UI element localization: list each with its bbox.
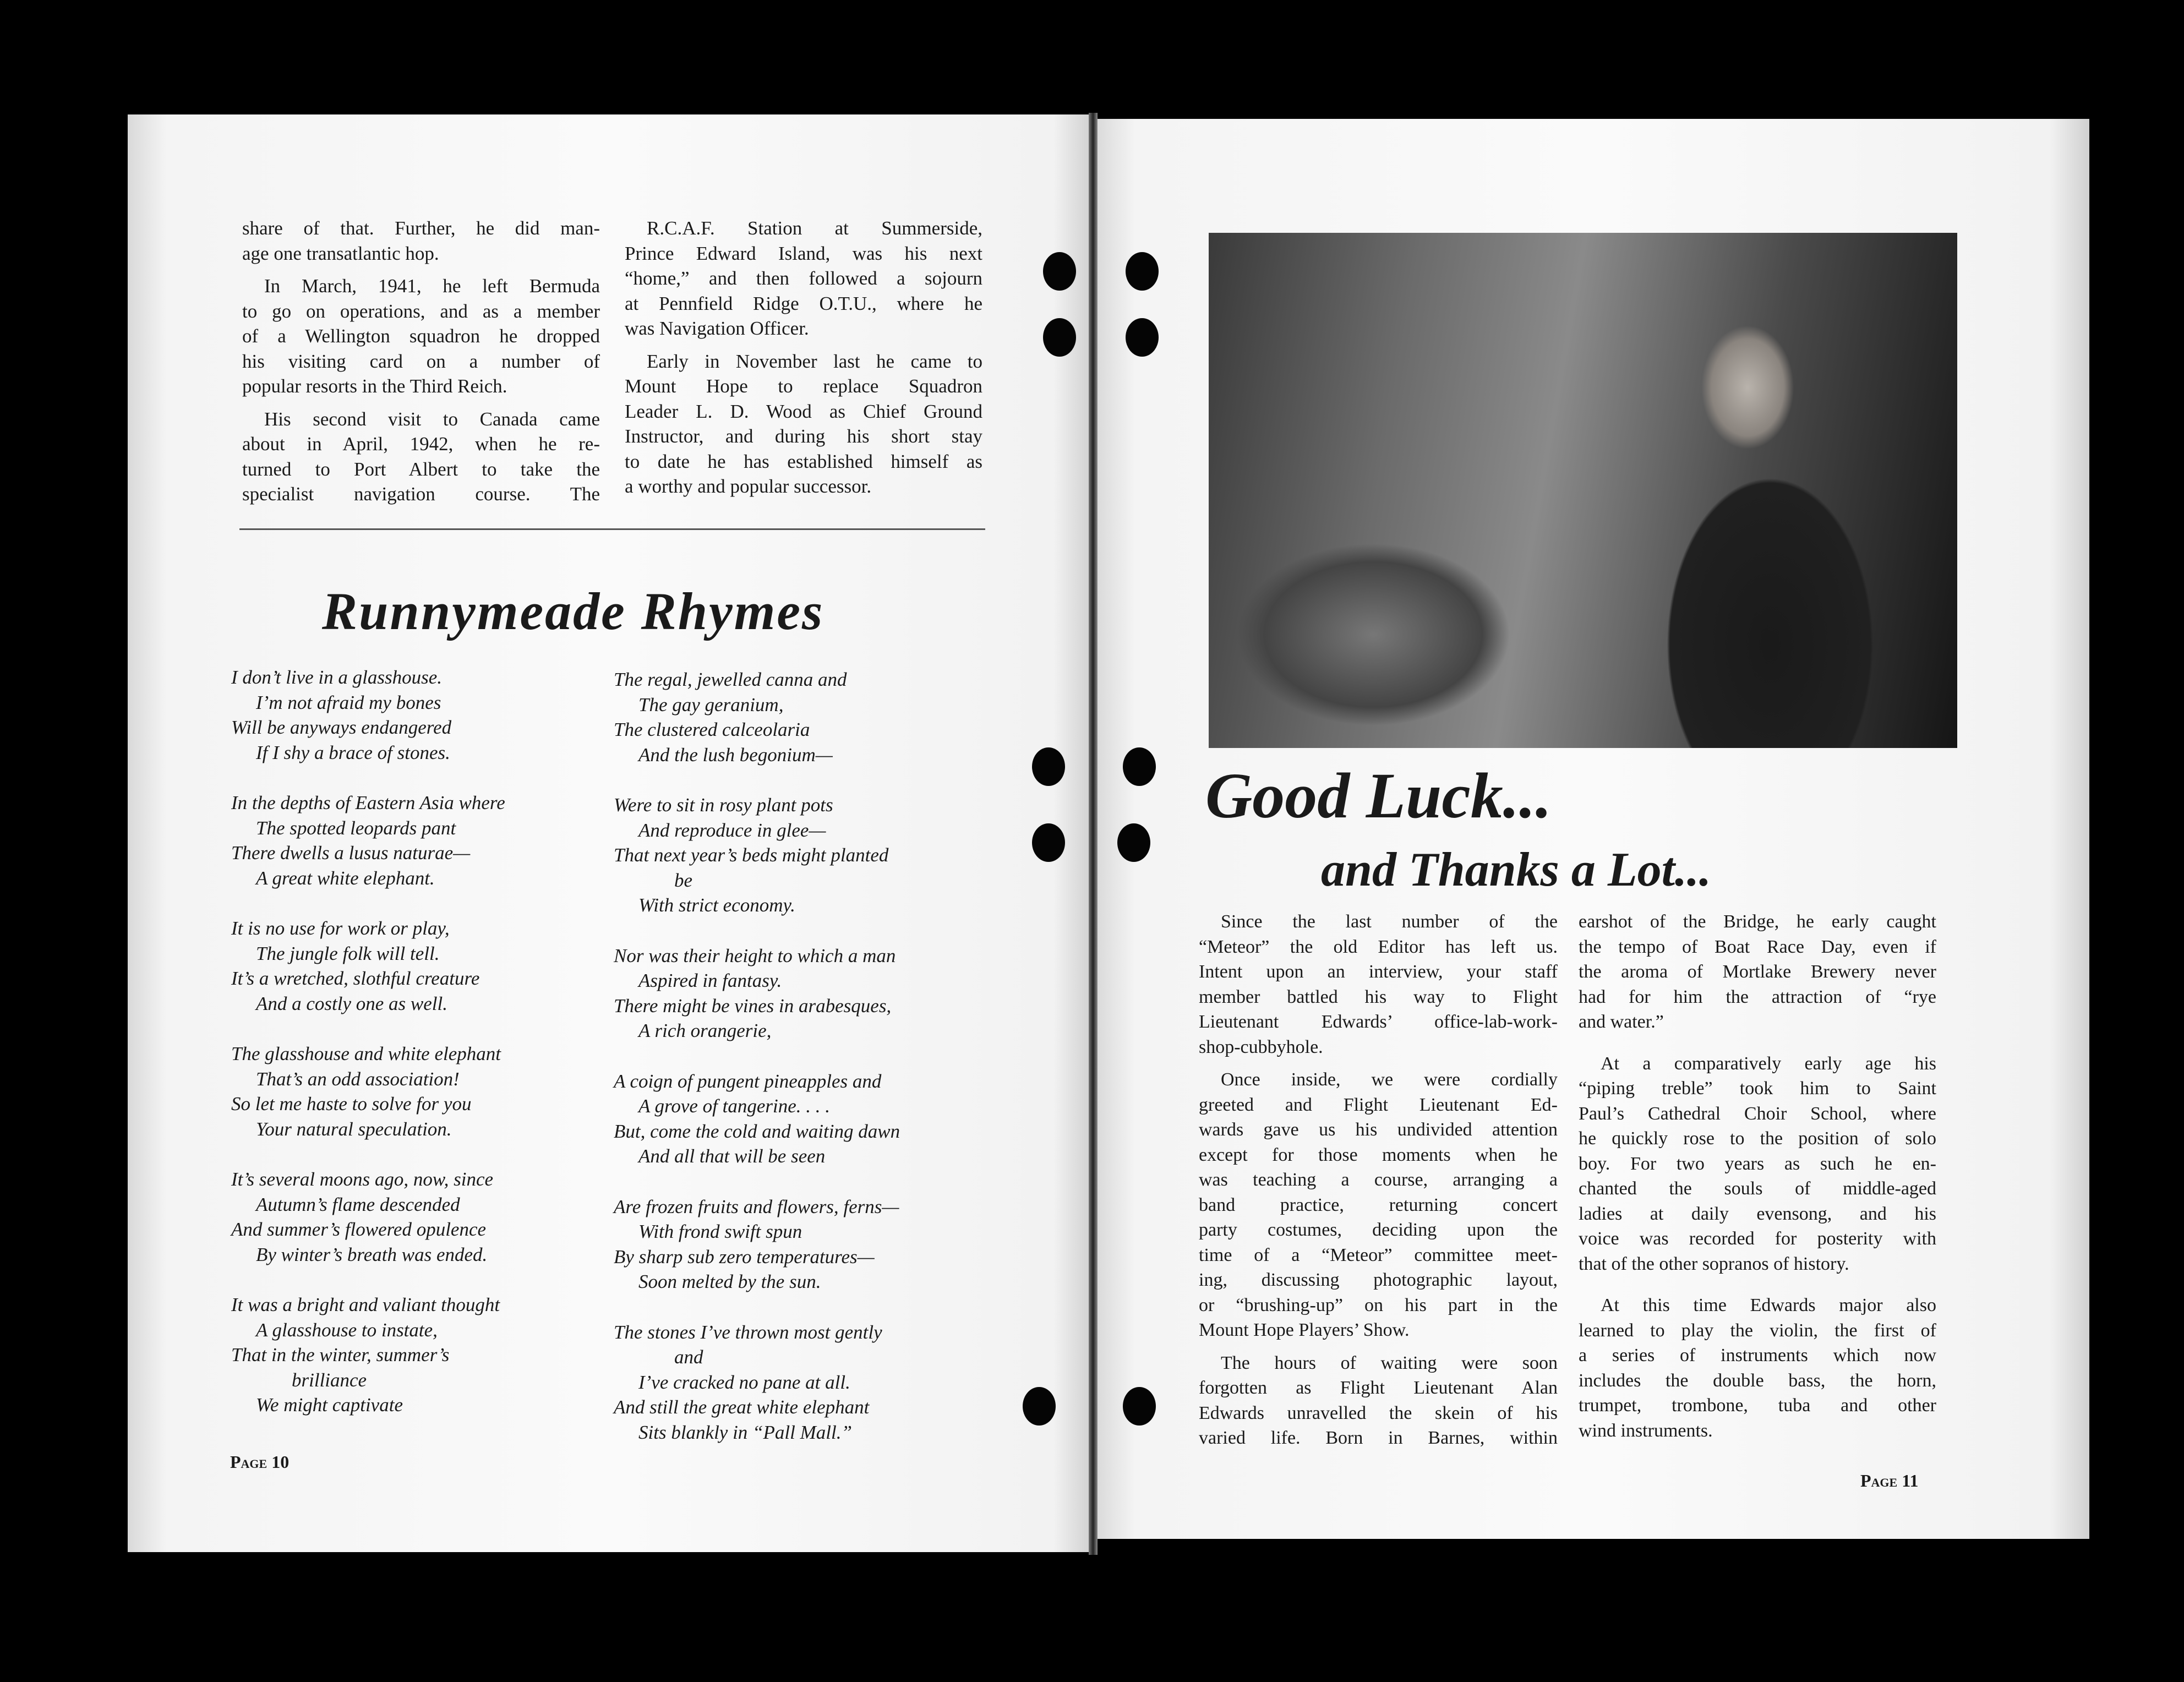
poem-line: brilliance <box>292 1369 367 1391</box>
article-column-left-2 <box>625 216 982 499</box>
poem-line: and <box>674 1346 703 1368</box>
binder-hole <box>1032 747 1065 786</box>
text-line: to date he has established himself as <box>625 450 982 472</box>
poem-line: There might be vines in arabesques, <box>614 995 892 1017</box>
poem-line: And a costly one as well. <box>256 992 448 1014</box>
text-line: shop-cubbyhole. <box>1199 1036 1323 1057</box>
poem-line: A grove of tangerine. . . . <box>638 1095 831 1117</box>
poem-title: Runnymeade Rhymes <box>322 582 825 641</box>
binder-hole <box>1023 1387 1056 1426</box>
text-line: His second visit to Canada came <box>264 408 600 430</box>
text-line: his visiting card on a number of <box>242 350 600 372</box>
paragraph <box>1579 1293 1936 1443</box>
text-line: turned to Port Albert to take the <box>242 458 600 480</box>
poem-line: In the depths of Eastern Asia where <box>231 792 505 813</box>
binder-hole <box>1032 823 1065 862</box>
text-line: wards gave us his undivided attention <box>1199 1119 1558 1140</box>
article-column-left-1 <box>242 216 600 507</box>
poem-line: Soon melted by the sun. <box>638 1271 821 1292</box>
text-line: Leader L. D. Wood as Chief Ground <box>625 400 982 422</box>
binder-hole <box>1043 252 1076 291</box>
text-line: was teaching a course, arranging a <box>1199 1170 1558 1190</box>
text-line: varied life. Born in Barnes, within <box>1199 1428 1558 1448</box>
text-line: share of that. Further, he did man- <box>242 217 600 239</box>
text-line: the aroma of Mortlake Brewery never <box>1579 962 1936 982</box>
poem-line: A glasshouse to instate, <box>256 1319 438 1341</box>
article-column-right-1 <box>1199 909 1558 1451</box>
poem-line: A great white elephant. <box>256 867 435 889</box>
poem-line: We might captivate <box>256 1394 403 1416</box>
poem-line: That’s an odd association! <box>256 1068 460 1090</box>
text-line: about in April, 1942, when he re- <box>242 433 600 455</box>
poem-line: Will be anyways endangered <box>231 717 452 738</box>
text-line: R.C.A.F. Station at Summerside, <box>647 217 982 239</box>
poem-line: Autumn’s flame descended <box>256 1193 460 1215</box>
poem-column-2 <box>614 667 900 1470</box>
center-fold <box>1089 113 1098 1555</box>
poem-stanza <box>231 1041 505 1142</box>
paragraph <box>1579 909 1936 1035</box>
paragraph <box>625 216 982 341</box>
text-line: “piping treble” took him to Saint <box>1579 1078 1936 1099</box>
poem-stanza <box>231 1292 505 1418</box>
poem-line: I don’t live in a glasshouse. <box>231 667 443 688</box>
poem-line: I’ve cracked no pane at all. <box>638 1371 850 1393</box>
poem-line: It was a bright and valiant thought <box>231 1294 500 1315</box>
text-line: includes the double bass, the horn, <box>1579 1370 1936 1391</box>
page-number-right: Page 11 <box>1860 1471 1919 1490</box>
poem-line: I’m not afraid my bones <box>256 691 441 713</box>
text-line: and water.” <box>1579 1012 1664 1032</box>
poem-line: By winter’s breath was ended. <box>256 1243 488 1265</box>
poem-line: But, come the cold and waiting dawn <box>614 1120 900 1142</box>
text-line: Since the last number of the <box>1221 911 1558 932</box>
poem-line: Are frozen fruits and flowers, ferns— <box>614 1195 899 1217</box>
poem-stanza <box>231 790 505 891</box>
text-line: learned to play the violin, the first of <box>1579 1320 1936 1341</box>
poem-line: The spotted leopards pant <box>256 817 456 839</box>
poem-line: A rich orangerie, <box>638 1020 772 1041</box>
text-line: forgotten as Flight Lieutenant Alan <box>1199 1378 1558 1398</box>
poem-stanza <box>614 1320 900 1445</box>
text-line: Once inside, we were cordially <box>1221 1069 1558 1090</box>
text-line: Paul’s Cathedral Choir School, where <box>1579 1103 1936 1124</box>
text-line: earshot of the Bridge, he early caught <box>1579 911 1936 932</box>
paragraph <box>242 407 600 507</box>
text-line: Prince Edward Island, was his next <box>625 242 982 264</box>
text-line: chanted the souls of middle-aged <box>1579 1178 1936 1199</box>
photo-man-at-desk <box>1209 233 1957 748</box>
text-line: at Pennfield Ridge O.T.U., where he <box>625 292 982 314</box>
paragraph <box>242 274 600 399</box>
text-line: Instructor, and during his short stay <box>625 425 982 447</box>
text-line: the tempo of Boat Race Day, even if <box>1579 936 1936 957</box>
poem-line: That in the winter, summer’s <box>231 1344 450 1366</box>
poem-line: The clustered calceolaria <box>614 719 810 740</box>
text-line: wind instruments. <box>1579 1420 1713 1441</box>
poem-line: And reproduce in glee— <box>638 819 826 841</box>
poem-line: A coign of pungent pineapples and <box>614 1070 882 1092</box>
text-line: boy. For two years as such he en- <box>1579 1153 1936 1174</box>
poem-line: Sits blankly in “Pall Mall.” <box>638 1421 852 1443</box>
headline-good-luck: Good Luck... <box>1205 760 1552 832</box>
paragraph <box>1199 1067 1558 1343</box>
text-line: a series of instruments which now <box>1579 1345 1936 1366</box>
text-line: to go on operations, and as a member <box>242 300 600 322</box>
binder-hole <box>1043 318 1076 357</box>
binder-hole <box>1123 747 1156 786</box>
poem-column-1 <box>231 665 505 1443</box>
page-number-left: Page 10 <box>230 1452 290 1472</box>
poem-line: With strict economy. <box>638 894 795 916</box>
text-line: specialist navigation course. The <box>242 483 600 505</box>
text-line: Mount Hope to replace Squadron <box>625 375 982 397</box>
poem-line: Were to sit in rosy plant pots <box>614 794 833 816</box>
poem-line: And still the great white elephant <box>614 1396 870 1418</box>
poem-line: The stones I’ve thrown most gently <box>614 1321 882 1343</box>
text-line: At a comparatively early age his <box>1601 1053 1936 1074</box>
poem-line: The jungle folk will tell. <box>256 942 440 964</box>
binder-hole <box>1123 1387 1156 1426</box>
paragraph <box>625 349 982 499</box>
text-line: popular resorts in the Third Reich. <box>242 375 507 397</box>
text-line: ladies at daily evensong, and his <box>1579 1203 1936 1224</box>
text-line: Edwards unravelled the skein of his <box>1199 1402 1558 1423</box>
poem-line: The gay geranium, <box>638 693 784 716</box>
text-line: time of a “Meteor” committee meet- <box>1199 1244 1558 1265</box>
poem-line: Aspired in fantasy. <box>638 970 782 991</box>
text-line: In March, 1941, he left Bermuda <box>264 275 600 297</box>
text-line: had for him the attraction of “rye <box>1579 986 1936 1007</box>
text-line: was Navigation Officer. <box>625 318 809 339</box>
poem-line: be <box>674 869 693 891</box>
text-line: band practice, returning concert <box>1199 1194 1558 1215</box>
poem-stanza <box>614 667 900 767</box>
paragraph <box>1199 1351 1558 1451</box>
text-line: “Meteor” the old Editor has left us. <box>1199 936 1558 957</box>
text-line: Intent upon an interview, your staff <box>1199 962 1558 982</box>
text-line: Lieutenant Edwards’ office-lab-work- <box>1199 1012 1558 1032</box>
divider-rule <box>239 528 985 530</box>
poem-line: It is no use for work or play, <box>231 918 450 939</box>
poem-line: And summer’s flowered opulence <box>231 1219 487 1240</box>
paragraph <box>242 216 600 266</box>
text-line: At this time Edwards major also <box>1601 1295 1936 1315</box>
text-line: “home,” and then followed a sojourn <box>625 267 982 289</box>
paragraph <box>1199 909 1558 1060</box>
poem-stanza <box>614 1069 900 1169</box>
poem-line: With frond swift spun <box>638 1221 802 1242</box>
poem-line: That next year’s beds might planted <box>614 844 889 866</box>
text-line: trumpet, trombone, tuba and other <box>1579 1395 1936 1416</box>
headline-thanks: and Thanks a Lot... <box>1321 843 1712 897</box>
poem-line: If I shy a brace of stones. <box>256 741 450 763</box>
poem-line: The glasshouse and white elephant <box>231 1043 501 1064</box>
poem-stanza <box>231 1167 505 1267</box>
text-line: party costumes, deciding upon the <box>1199 1220 1558 1240</box>
poem-line: So let me haste to solve for you <box>231 1093 472 1115</box>
text-line: Mount Hope Players’ Show. <box>1199 1320 1410 1340</box>
text-line: member battled his way to Flight <box>1199 986 1558 1007</box>
poem-line: There dwells a lusus naturae— <box>231 842 471 864</box>
text-line: a worthy and popular successor. <box>625 476 872 497</box>
poem-stanza <box>614 1194 900 1295</box>
poem-line: Nor was their height to which a man <box>614 944 896 966</box>
poem-line: The regal, jewelled canna and <box>614 669 847 690</box>
poem-line: Your natural speculation. <box>256 1118 452 1140</box>
binder-hole <box>1117 823 1150 862</box>
poem-line: It’s several moons ago, now, since <box>231 1168 494 1190</box>
poem-stanza <box>231 916 505 1016</box>
text-line: voice was recorded for posterity with <box>1579 1228 1936 1249</box>
text-line: except for those moments when he <box>1199 1144 1558 1165</box>
poem-line: By sharp sub zero temperatures— <box>614 1246 875 1268</box>
poem-line: It’s a wretched, slothful creature <box>231 968 480 989</box>
text-line: or “brushing-up” on his part in the <box>1199 1295 1558 1315</box>
text-line: Early in November last he came to <box>647 350 982 372</box>
text-line: age one transatlantic hop. <box>242 242 439 264</box>
text-line: ing, discussing photographic layout, <box>1199 1270 1558 1290</box>
text-line: greeted and Flight Lieutenant Ed- <box>1199 1094 1558 1115</box>
poem-stanza <box>614 943 900 1044</box>
poem-line: And the lush begonium— <box>638 744 833 766</box>
paragraph <box>1579 1051 1936 1277</box>
poem-line: And all that will be seen <box>638 1145 826 1167</box>
text-line: that of the other sopranos of history. <box>1579 1253 1849 1274</box>
binder-hole <box>1126 318 1159 357</box>
binder-hole <box>1126 252 1159 291</box>
poem-stanza <box>614 793 900 918</box>
poem-stanza <box>231 665 505 765</box>
text-line: he quickly rose to the position of solo <box>1579 1128 1936 1149</box>
article-column-right-2 <box>1579 909 1936 1443</box>
text-line: of a Wellington squadron he dropped <box>242 325 600 347</box>
text-line: The hours of waiting were soon <box>1221 1352 1558 1373</box>
